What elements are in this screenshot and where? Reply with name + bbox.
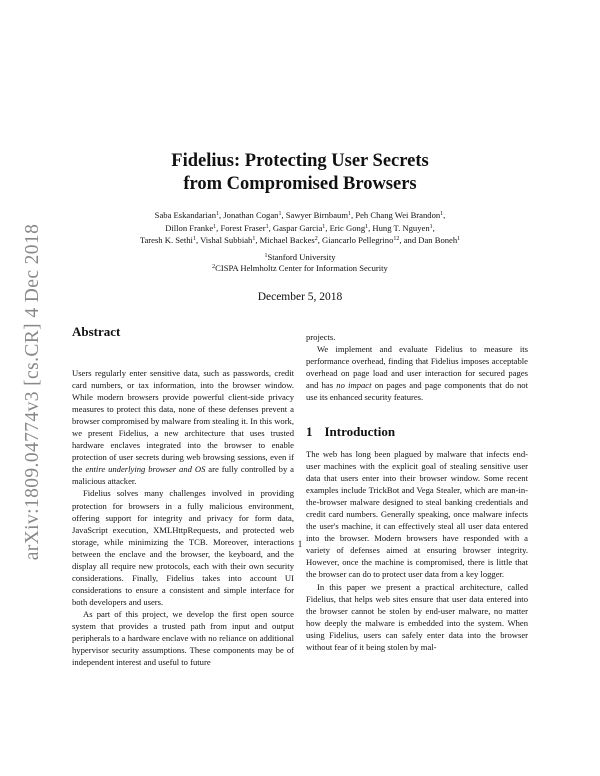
abstract-paragraph-3: As part of this project, we develop the first open source system that provides a trusted path from input and output peripherals to a hardware enclave with no reliance on additional hypervisor security assumptions. These components may be of independent interest and useful to future bbox=[72, 608, 294, 668]
abstract-paragraph-3-cont: projects. bbox=[306, 332, 336, 342]
section-number: 1 bbox=[306, 424, 313, 439]
affiliations bbox=[150, 252, 450, 274]
introduction-heading bbox=[306, 424, 395, 440]
abstract-body bbox=[72, 367, 294, 668]
affiliation-2: $^2$CISPA Helmholtz Center for Information Security bbox=[212, 263, 388, 273]
affiliation-1: $^1$Stanford University bbox=[264, 252, 336, 262]
publication-date: December 5, 2018 bbox=[257, 291, 343, 303]
author-list bbox=[120, 209, 480, 247]
abstract-heading: Abstract bbox=[72, 324, 121, 339]
intro-paragraph-2: In this paper we present a practical architecture, called Fidelius, that helps web sites ensure that user data entered into the browser cannot be stolen by end-user malware, no matter how deeply the malware is embedded into the system. When using Fidelius, users can safely enter data into the browser without fear of it being stolen by mal- bbox=[306, 581, 528, 652]
paper-title-line-1: Fidelius: Protecting User Secrets bbox=[171, 151, 429, 171]
abstract-paragraph-4: We implement and evaluate Fidelius to measure its performance overhead, finding that Fidelius imposes acceptable overhead on page load and user interaction for secured pages and has no impact on pages and page components that do not use its enhanced security features. bbox=[306, 344, 528, 403]
abstract-continuation bbox=[306, 331, 528, 403]
intro-paragraph-1: The web has long been plagued by malware that infects end-user machines with the explicit goal of stealing sensitive user data that users enter into their browser window. Some recent examples include TrickBot and Vega Stealer, which are man-in-the-browser malware designed to steal banking credentials and credit card numbers. Generally speaking, once malware infects the user's machine, it can effectively steal all user data entered into the browser. Modern browsers have responded with a variety of defenses aimed at ensuring browser integrity. However, once the machine is compromised, there is little that the browser can do to protect user data from a key logger. bbox=[306, 449, 528, 580]
abstract-paragraph-2: Fidelius solves many challenges involved in providing protection for browsers in a fully malicious environment, offering support for integrity and privacy for form data, JavaScript execution, XMLHttpRequests, and protected web storage, while minimizing the TCB. Moreover, interactions between the enclave and the browser, the keyboard, and the display all require new protocols, each with their own security considerations. Finally, Fidelius takes into account UI considerations to ensure a consistent and simple interface for both developers and users. bbox=[72, 488, 294, 607]
author-line-1: Saba Eskandarian$^1$, Jonathan Cogan$^1$, Sawyer Birnbaum$^1$, Peh Chang Wei Brandon$^1$, bbox=[154, 210, 446, 220]
section-title: Introduction bbox=[324, 424, 396, 439]
page-number: 1 bbox=[297, 539, 303, 549]
author-line-3: Taresh K. Sethi$^1$, Vishal Subbiah$^1$, Michael Backes$^2$, Giancarlo Pellegrino$^{12}$, and Dan Boneh$^1$ bbox=[139, 235, 461, 245]
paper-title-line-2: from Compromised Browsers bbox=[183, 174, 417, 194]
abstract-paragraph-1: Users regularly enter sensitive data, such as passwords, credit card numbers, or tax information, into the browser window. While modern browsers provide powerful client-side privacy measures to protect this data, none of these defenses prevent a browser compromised by malware from stealing it. In this work, we present Fidelius, a new architecture that uses trusted hardware enclaves integrated into the browser to enable protection of user secrets during web browsing sessions, even if the entire underlying browser and OS are fully controlled by a malicious attacker. bbox=[72, 368, 294, 487]
arxiv-identifier: arXiv:1809.04774v3 [cs.CR] 4 Dec 2018 bbox=[22, 223, 43, 561]
introduction-body bbox=[306, 448, 528, 653]
author-line-2: Dillon Franke$^1$, Forest Fraser$^1$, Gaspar Garcia$^1$, Eric Gong$^1$, Hung T. Nguyen$^1$, bbox=[165, 222, 435, 233]
